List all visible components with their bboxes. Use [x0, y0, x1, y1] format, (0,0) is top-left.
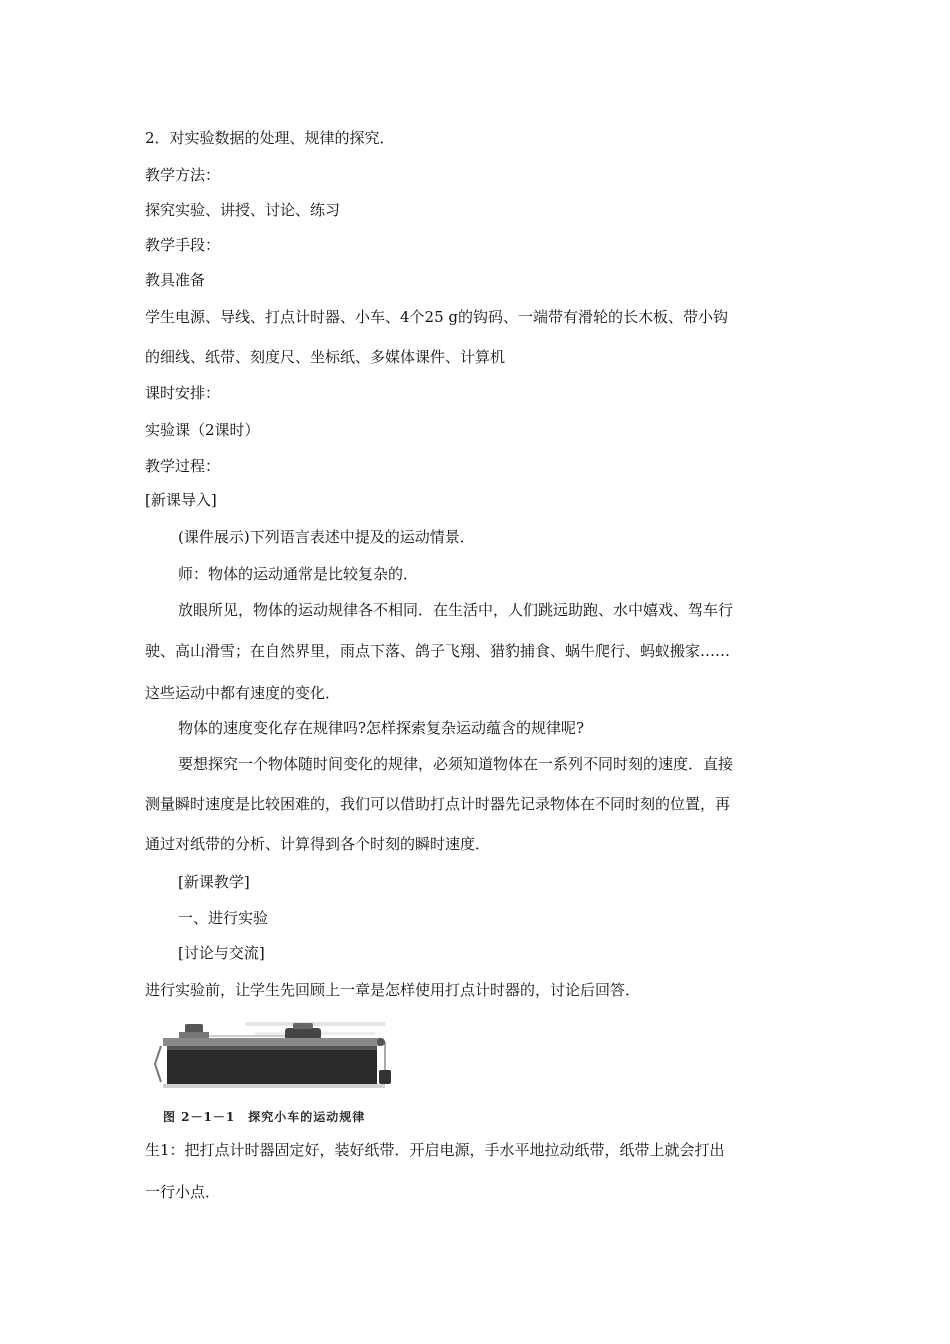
section-heading: [新课导入] — [145, 491, 217, 509]
text-line: 2．对实验数据的处理、规律的探究． — [145, 129, 395, 147]
text-line: 一、进行实验 — [178, 909, 269, 927]
text-line: 通过对纸带的分析、计算得到各个时刻的瞬时速度． — [145, 835, 491, 853]
text-line: 实验课（2课时） — [145, 421, 260, 439]
text-line: 这些运动中都有速度的变化． — [145, 684, 341, 702]
text-line: 生1：把打点计时器固定好，装好纸带．开启电源，手水平地拉动纸带，纸带上就会打出 — [145, 1141, 725, 1159]
text-line: 教学手段： — [145, 236, 221, 254]
text-line: 驶、高山滑雪；在自然界里，雨点下落、鸽子飞翔、猎豹捕食、蜗牛爬行、蚂蚁搬家…… — [145, 642, 731, 660]
text-line: 物体的速度变化存在规律吗?怎样探索复杂运动蕴含的规律呢? — [178, 719, 585, 737]
text-line: 教具准备 — [145, 271, 206, 289]
text-line: 的细线、纸带、刻度尺、坐标纸、多媒体课件、计算机 — [145, 348, 506, 366]
text-line: 探究实验、讲授、讨论、练习 — [145, 201, 341, 219]
figure-caption: 图 2－1－1 探究小车的运动规律 — [163, 1110, 366, 1124]
text-line: 一行小点． — [145, 1183, 221, 1201]
section-heading: [新课教学] — [178, 873, 250, 891]
cart-track-illustration — [145, 1018, 395, 1108]
text-line: 测量瞬时速度是比较困难的，我们可以借助打点计时器先记录物体在不同时刻的位置，再 — [145, 795, 731, 813]
text-line: 进行实验前，让学生先回顾上一章是怎样使用打点计时器的，讨论后回答． — [145, 981, 641, 999]
text-line: 学生电源、导线、打点计时器、小车、4个25 g的钩码、一端带有滑轮的长木板、带小钩 — [145, 308, 729, 326]
text-line: 放眼所见，物体的运动规律各不相同．在生活中，人们跳远助跑、水中嬉戏、驾车行 — [178, 601, 734, 619]
experiment-figure — [145, 1018, 395, 1130]
text-line: 课时安排： — [145, 384, 221, 402]
text-line: (课件展示)下列语言表述中提及的运动情景． — [178, 528, 475, 546]
section-heading: [讨论与交流] — [178, 944, 265, 962]
text-line: 教学方法： — [145, 166, 221, 184]
text-line: 教学过程： — [145, 457, 221, 475]
text-line: 要想探究一个物体随时间变化的规律，必须知道物体在一系列不同时刻的速度．直接 — [178, 755, 734, 773]
text-line: 师：物体的运动通常是比较复杂的． — [178, 565, 419, 583]
